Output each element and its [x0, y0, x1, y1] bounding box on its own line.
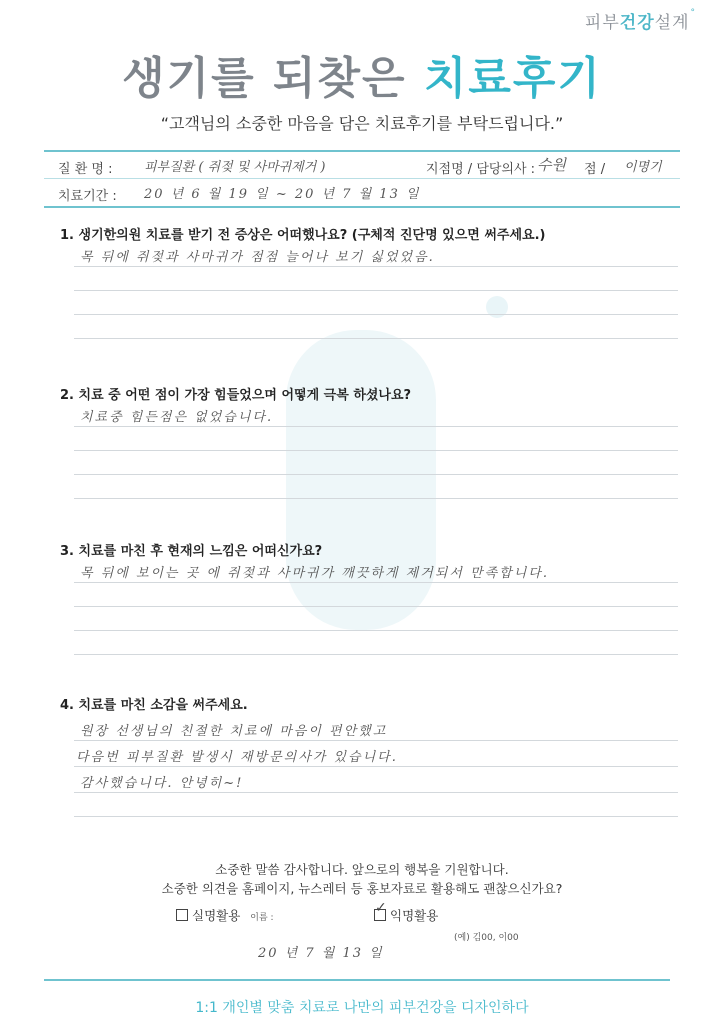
answer-4-line-3: 감사했습니다. 안녕히~! — [80, 776, 244, 791]
period-value: 20 년 6 월 19 일 ~ 20 년 7 월 13 일 — [144, 187, 421, 202]
bottom-divider — [44, 979, 670, 981]
answer-area-1 — [74, 244, 678, 344]
consent-question: 소중한 의견을 홈페이지, 뉴스레터 등 홍보자료로 활용해도 괜찮으신가요? — [161, 881, 563, 896]
answer-4-line-1: 원장 선생님의 친절한 치료에 마음이 편안했고 — [80, 724, 388, 739]
page-subtitle: “고객님의 소중한 마음을 담은 치료후기를 부탁드립니다.” — [160, 114, 564, 133]
option-anonymous[interactable]: ✓ 익명활용 — [375, 900, 439, 923]
doctor-value: 이명기 — [624, 160, 662, 175]
answer-area-2 — [74, 404, 678, 504]
branch-label: 지점명 / 담당의사 : — [426, 162, 536, 177]
question-2: 2. 치료 중 어떤 점이 가장 힘들었으며 어떻게 극복 하셨나요? — [60, 388, 412, 403]
answer-area-3 — [74, 560, 678, 670]
info-row-disease — [44, 152, 680, 179]
option-real-name[interactable]: 실명활용 이름 : — [176, 906, 274, 924]
answer-3-line-1: 목 뒤에 보이는 곳 에 쥐젖과 사마귀가 깨끗하게 제거되서 만족합니다. — [80, 566, 549, 581]
checkbox-real-name[interactable] — [176, 909, 188, 921]
check-mark-icon: ✓ — [375, 900, 387, 916]
footer-slogan: 1:1 개인별 맞춤 치료로 나만의 피부건강을 디자인하다 — [195, 1000, 529, 1016]
disease-label: 질 환 명 : — [58, 162, 113, 177]
question-1: 1. 생기한의원 치료를 받기 전 증상은 어떠했나요? (구체적 진단명 있으면 써주세요.) — [60, 228, 546, 243]
disease-value: 피부질환 ( 쥐젖 및 사마귀제거 ) — [144, 160, 326, 175]
submission-date: 20 년 7 월 13 일 — [258, 946, 384, 961]
branch-unit: 점 / — [584, 162, 606, 177]
checkbox-anonymous[interactable] — [374, 900, 387, 921]
answer-4-line-2: 다음번 피부질환 발생시 재방문의사가 있습니다. — [76, 750, 398, 765]
question-3: 3. 치료를 마친 후 현재의 느낌은 어떠신가요? — [60, 544, 323, 559]
answer-2-line-1: 치료중 힘든점은 없었습니다. — [80, 410, 274, 425]
thanks-text: 소중한 말씀 감사합니다. 앞으로의 행복을 기원합니다. — [215, 862, 509, 877]
info-box — [44, 150, 680, 208]
answer-1-line-1: 목 뒤에 쥐젖과 사마귀가 점점 늘어나 보기 싫었었음. — [80, 250, 435, 265]
answer-area-4 — [74, 716, 678, 826]
name-example: (예) 김00, 이00 — [454, 933, 519, 943]
name-label: 이름 : — [250, 913, 274, 923]
period-label: 치료기간 : — [58, 189, 117, 204]
branch-value: 수원 — [537, 156, 566, 174]
info-row-period — [44, 179, 680, 205]
page-title: 생기를 되찾은 치료후기 — [122, 53, 602, 104]
brand-logo: 피부건강설계° — [584, 8, 696, 33]
question-4: 4. 치료를 마친 소감을 써주세요. — [60, 698, 248, 713]
